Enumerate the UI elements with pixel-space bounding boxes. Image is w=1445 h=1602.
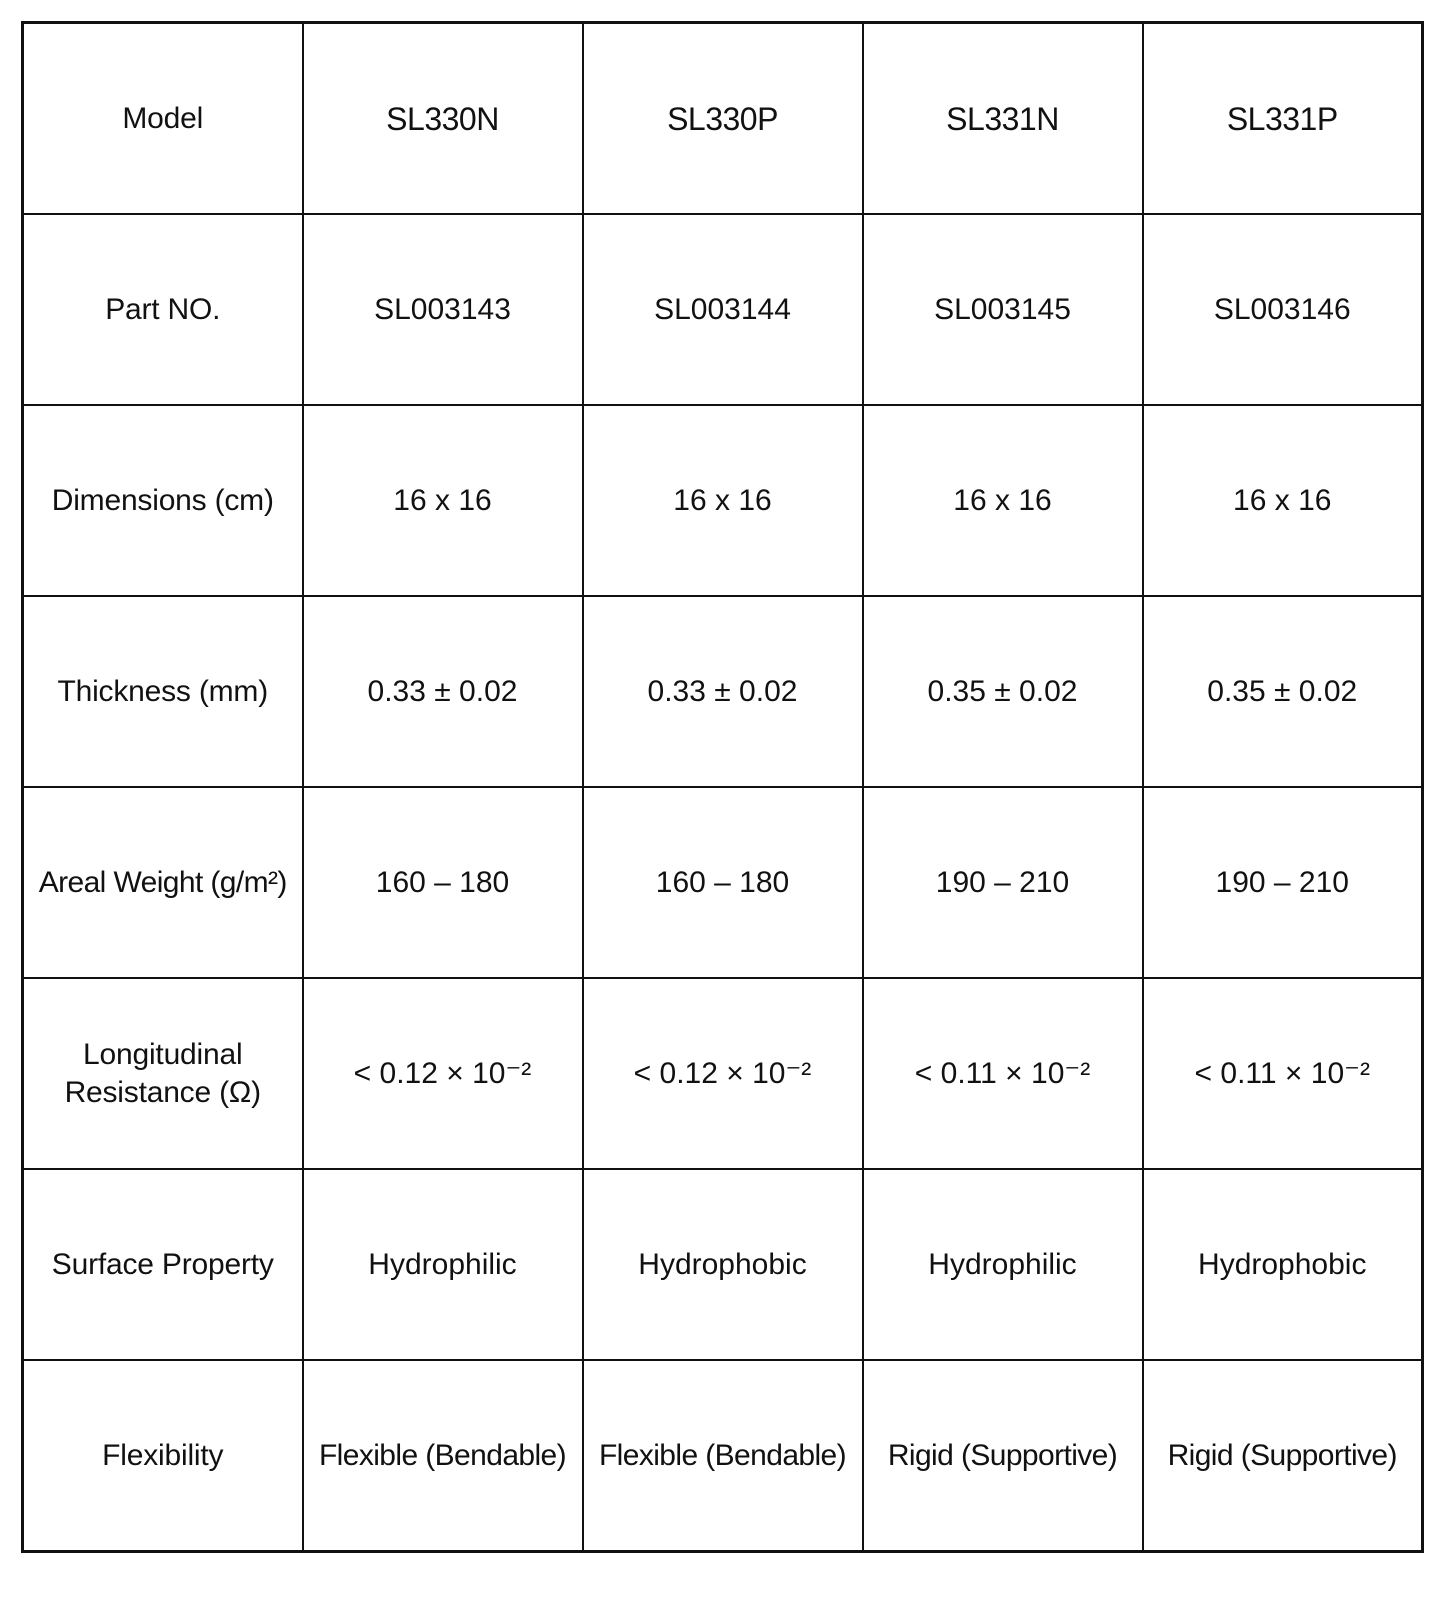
table-cell: Rigid (Supportive) bbox=[1143, 1360, 1423, 1552]
table-cell: 160 – 180 bbox=[583, 787, 863, 978]
table-cell: 0.35 ± 0.02 bbox=[1143, 596, 1423, 787]
table-cell: Hydrophilic bbox=[303, 1169, 583, 1360]
table-cell: SL003146 bbox=[1143, 214, 1423, 405]
table-cell: 160 – 180 bbox=[303, 787, 583, 978]
row-label: Model bbox=[23, 23, 303, 215]
row-label bbox=[23, 978, 303, 1169]
table-cell: Hydrophilic bbox=[863, 1169, 1143, 1360]
table-row-dimensions bbox=[23, 405, 1423, 596]
table-row-flexibility bbox=[23, 1360, 1423, 1552]
table-cell: Hydrophobic bbox=[583, 1169, 863, 1360]
table-cell: 0.33 ± 0.02 bbox=[583, 596, 863, 787]
table-cell: 190 – 210 bbox=[1143, 787, 1423, 978]
row-label: Flexibility bbox=[23, 1360, 303, 1552]
row-label: Thickness (mm) bbox=[23, 596, 303, 787]
table-row-longitudinal-resistance bbox=[23, 978, 1423, 1169]
table-cell: SL003144 bbox=[583, 214, 863, 405]
table-row-model bbox=[23, 23, 1423, 215]
table-cell: 190 – 210 bbox=[863, 787, 1143, 978]
table-cell: 0.35 ± 0.02 bbox=[863, 596, 1143, 787]
table-cell: 16 x 16 bbox=[583, 405, 863, 596]
table-row-areal-weight bbox=[23, 787, 1423, 978]
row-label: Surface Property bbox=[23, 1169, 303, 1360]
table-row-surface-property bbox=[23, 1169, 1423, 1360]
table-cell: SL331P bbox=[1143, 23, 1423, 215]
table-cell: < 0.11 × 10⁻² bbox=[863, 978, 1143, 1169]
table-cell: 0.33 ± 0.02 bbox=[303, 596, 583, 787]
table-cell: < 0.11 × 10⁻² bbox=[1143, 978, 1423, 1169]
table-row-thickness bbox=[23, 596, 1423, 787]
table-cell: SL003143 bbox=[303, 214, 583, 405]
table-cell: SL330P bbox=[583, 23, 863, 215]
row-label-text: Longitudinal Resistance (Ω) bbox=[64, 1037, 261, 1109]
table-row-part-no bbox=[23, 214, 1423, 405]
table-cell: Hydrophobic bbox=[1143, 1169, 1423, 1360]
table-cell: SL330N bbox=[303, 23, 583, 215]
row-label: Dimensions (cm) bbox=[23, 405, 303, 596]
table-cell: < 0.12 × 10⁻² bbox=[583, 978, 863, 1169]
table-cell: Rigid (Supportive) bbox=[863, 1360, 1143, 1552]
row-label: Part NO. bbox=[23, 214, 303, 405]
table-cell: SL331N bbox=[863, 23, 1143, 215]
row-label: Areal Weight (g/m²) bbox=[23, 787, 303, 978]
spec-table bbox=[21, 21, 1424, 1553]
table-cell: Flexible (Bendable) bbox=[303, 1360, 583, 1552]
table-cell: Flexible (Bendable) bbox=[583, 1360, 863, 1552]
table-cell: 16 x 16 bbox=[863, 405, 1143, 596]
table-cell: SL003145 bbox=[863, 214, 1143, 405]
table-cell: < 0.12 × 10⁻² bbox=[303, 978, 583, 1169]
table-cell: 16 x 16 bbox=[1143, 405, 1423, 596]
table-cell: 16 x 16 bbox=[303, 405, 583, 596]
